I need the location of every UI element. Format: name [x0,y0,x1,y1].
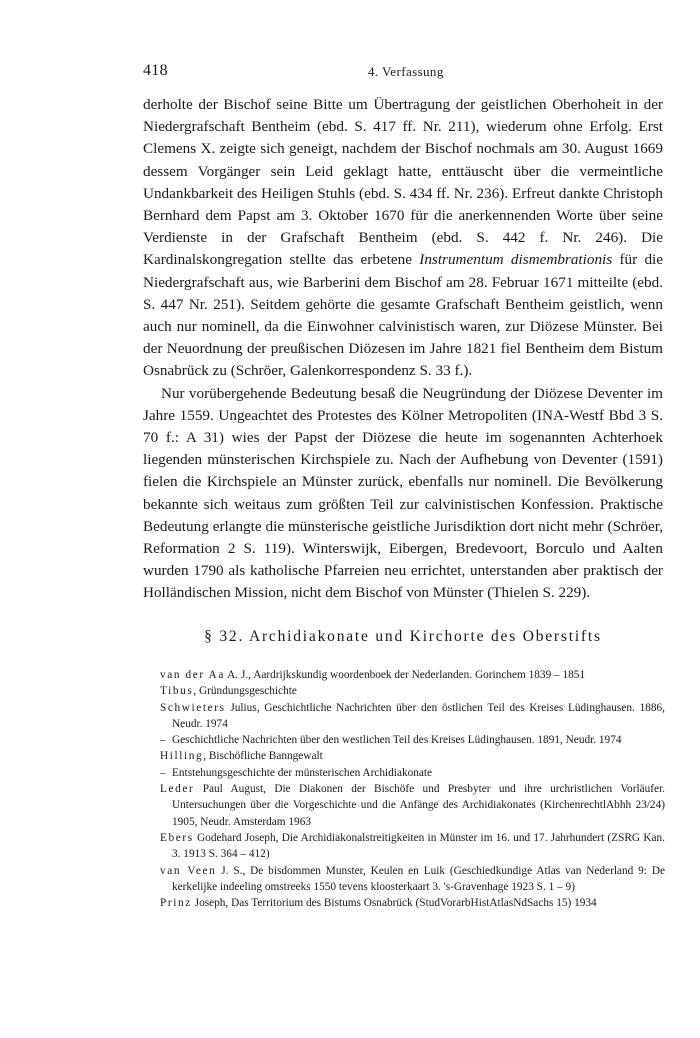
bib-author: Ebers [160,831,194,844]
bib-entry [160,732,665,748]
paragraph-1-text-b: für die Niedergrafschaft aus, wie Barberini dem Bischof am 28. Februar 1671 mitteilte (ebd. S. 447 Nr. 251). Seitdem gehörte die gesamte Grafschaft Bentheim geistlich, wenn auch nur nominell, da die Einwohner calvinistisch waren, zur Diözese Münster. Bei der Neuordnung der preußischen Diözesen im Jahre 1821 fiel Bentheim dem Bistum Osnabrück zu (Schröer, Galenkorrespondenz S. 33 f.). [143,251,664,380]
running-head: 4. Verfassung [368,64,444,79]
paragraph-1-text-a: derholte der Bischof seine Bitte um Übertragung der geistlichen Oberhoheit in der Niedergrafschaft Bentheim (ebd. S. 417 ff. Nr. 211), wiederum ohne Erfolg. Erst Clemens X. zeigte sich geneigt, nachdem der Bischof nochmals am 30. August 1669 dessem Vorgänger sein Leid geklagt hatte, enttäuscht über die vermeintliche Undankbarkeit des Heiligen Stuhls (ebd. S. 434 ff. Nr. 236). Erfreut dankte Christoph Bernhard dem Papst am 3. Oktober 1670 für die anerkennenden Worte über seine Verdienste in der Grafschaft Bentheim (ebd. S. 442 f. Nr. 246). Die Kardinalskongregation stellte das erbetene [143,96,663,269]
bib-text: Godehard Joseph, Die Archidiakonalstreitigkeiten in Münster im 16. und 17. Jahrhundert (ZSRG Kan. 3. 1913 S. 364 – 412) [172,831,665,861]
paragraph-1-italic: Instrumentum dismembrationis [419,251,613,269]
bib-text: A. J., Aardrijkskundig woordenboek der Nederlanden. Gorinchem 1839 – 1851 [224,669,586,681]
bib-author: van Veen [160,864,217,877]
bib-text: Julius, Geschichtliche Nachrichten über den östlichen Teil des Kreises Lüdinghausen. 1886, Neudr. 1974 [172,701,665,730]
bib-entry [160,667,665,683]
section-heading: § 32. Archidiakonate und Kirchorte des Oberstifts [204,628,602,645]
bib-author: Schwieters [160,701,226,714]
bib-text: Joseph, Das Territorium des Bistums Osnabrück (StudVorarbHistAtlasNdSachs 15) 1934 [191,897,597,910]
bib-entry [160,765,665,781]
bib-text: Paul August, Die Diakonen der Bischöfe und Presbyter und ihre urchristlichen Vorläufer. Untersuchungen über die Vorgeschichte und die Anfänge des Archidiakonates (KirchenrechtlAbhh 23/24) 1905, Neudr. Amsterdam 1963 [172,783,665,828]
bib-entry [160,863,665,896]
bib-dash: – [160,734,166,747]
bib-entry [160,683,665,699]
bib-entry [160,781,665,830]
bib-author: Leder [160,783,195,796]
bib-author: van der Aa [160,669,225,681]
paragraph-1 [143,94,663,383]
bib-text: , Gründungsgeschichte [193,685,297,698]
bib-text: , Bischöfliche Banngewalt [203,750,323,763]
bib-entry [160,748,665,764]
bib-entry [160,700,665,733]
paragraph-2: Nur vorübergehende Bedeutung besaß die Neugründung der Diözese Deventer im Jahre 1559. Ungeachtet des Protestes des Kölner Metropoliten (INA-Westf Bbd 3 S. 70 f.: A 31) wies der Papst der Diözese die heute im sogenannten Achterhoek liegenden münsterischen Kirchspiele zu. Nach der Aufhebung von Deventer (1591) fielen die Kirchspiele an Münster zurück, ebenfalls nur nominell. Die Bevölkerung bekannte sich weitaus zum größten Teil zur calvinistischen Konfession. Praktische Bedeutung erlangte die münsterische geistliche Jurisdiktion dort nicht mehr (Schröer, Reformation 2 S. 119). Winterswijk, Eibergen, Bredevoort, Borculo und Aalten wurden 1790 als katholische Pfarreien neu errichtet, unterstanden aber praktisch der Holländischen Mission, nicht dem Bischof von Münster (Thielen S. 229). [143,384,663,602]
bib-entry [160,895,665,911]
page-number: 418 [143,62,168,79]
bib-text: J. S., De bisdommen Munster, Keulen en Luik (Geschiedkundige Atlas van Nederland 9: De kerkelijke indeeling omstreeks 1550 tevens kloosterkaart 3. 's-Gravenhage 1923 S. 1 – 9) [172,864,665,893]
bib-author: Tibus [160,685,194,698]
bibliography [160,667,665,911]
bib-text: Geschichtliche Nachrichten über den westlichen Teil des Kreises Lüdinghausen. 1891, Neudr. 1974 [172,734,622,747]
bib-entry [160,830,665,863]
bib-text: Entstehungsgeschichte der münsterischen Archidiakonate [172,766,433,779]
body-text [143,94,663,605]
bib-dash: – [160,766,166,779]
bib-author: Hilling [160,750,204,763]
bib-author: Prinz [160,897,192,910]
